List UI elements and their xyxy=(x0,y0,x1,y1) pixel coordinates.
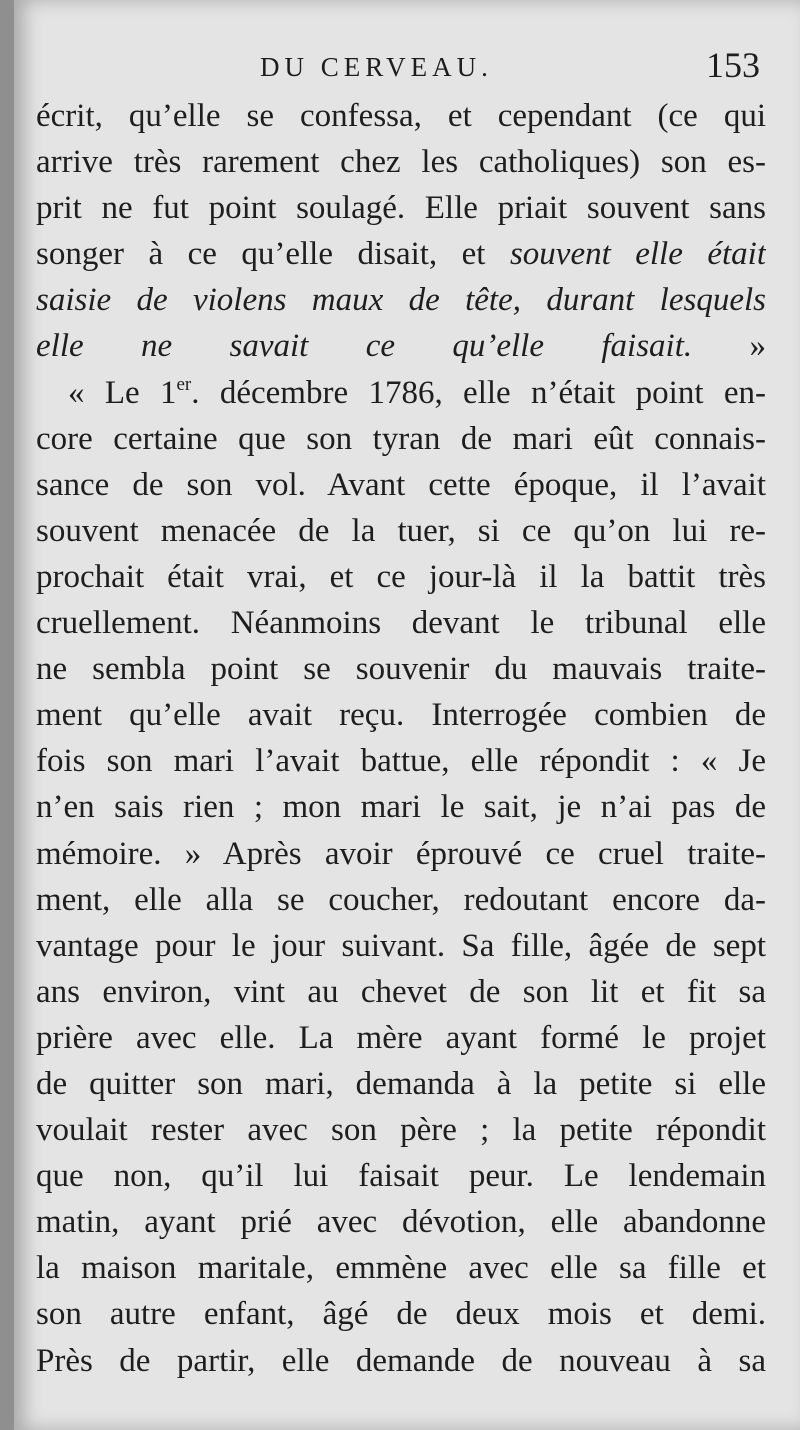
page-number: 153 xyxy=(706,45,760,85)
running-title: DU CERVEAU. xyxy=(260,52,493,82)
text-line xyxy=(36,1338,766,1384)
text-line xyxy=(36,231,766,277)
text-span: prochait était vrai, et ce jour-là il la battit très xyxy=(36,558,766,595)
text-span: arrive très rarement chez les catholiques) son es- xyxy=(36,144,766,181)
text-span: « Le 1 xyxy=(68,374,177,411)
text-line xyxy=(36,877,766,923)
text-line xyxy=(36,554,766,600)
text-span: souvent menacée de la tuer, si ce qu’on lui re- xyxy=(36,512,766,549)
text-span: Près de partir, elle demande de nouveau à sa xyxy=(36,1342,766,1379)
text-span: vantage pour le jour suivant. Sa fille, âgée de sept xyxy=(36,927,766,964)
text-span: son autre enfant, âgé de deux mois et demi. xyxy=(36,1296,766,1333)
text-line xyxy=(36,370,766,416)
text-line xyxy=(36,139,766,185)
text-line xyxy=(36,93,766,139)
text-span: . décembre 1786, elle n’était point en- xyxy=(191,374,766,411)
text-line xyxy=(36,738,766,784)
text-span: la maison maritale, emmène avec elle sa fille et xyxy=(36,1250,766,1287)
italic-span: souvent elle était xyxy=(509,236,766,273)
text-span: cruellement. Néanmoins devant le tribunal elle xyxy=(36,605,766,642)
text-span: core certaine que son tyran de mari eût connais- xyxy=(36,420,766,457)
text-span: que non, qu’il lui faisait peur. Le lendemain xyxy=(36,1158,766,1195)
italic-span: saisie de violens maux de tête, durant lesquels xyxy=(36,282,766,319)
superscript: er xyxy=(176,373,192,395)
text-span: prit ne fut point soulagé. Elle priait souvent sans xyxy=(36,190,766,227)
text-span: prière avec elle. La mère ayant formé le projet xyxy=(36,1019,766,1056)
text-span: ment, elle alla se coucher, redoutant encore da- xyxy=(36,881,766,918)
text-span: de quitter son mari, demanda à la petite si elle xyxy=(36,1065,766,1102)
text-line xyxy=(36,969,766,1015)
text-span: ans environ, vint au chevet de son lit et fit sa xyxy=(36,973,766,1010)
text-line xyxy=(36,185,766,231)
text-line xyxy=(36,923,766,969)
text-span: » xyxy=(692,328,766,365)
book-page xyxy=(14,0,800,1430)
text-line xyxy=(36,508,766,554)
text-line xyxy=(36,1245,766,1291)
text-line xyxy=(36,1107,766,1153)
text-line xyxy=(36,277,766,323)
text-span: ment qu’elle avait reçu. Interrogée combien de xyxy=(36,697,766,734)
text-line xyxy=(36,1199,766,1245)
text-span: ne sembla point se souvenir du mauvais traite- xyxy=(36,651,766,688)
text-line xyxy=(36,462,766,508)
text-span: mémoire. » Après avoir éprouvé ce cruel traite- xyxy=(36,835,766,872)
text-span: voulait rester avec son père ; la petite répondit xyxy=(36,1112,766,1149)
text-span: matin, ayant prié avec dévotion, elle abandonne xyxy=(36,1204,766,1241)
text-span: écrit, qu’elle se confessa, et cependant (ce qui xyxy=(36,98,766,134)
text-span: sance de son vol. Avant cette époque, il l’avait xyxy=(36,466,766,503)
body-text xyxy=(36,93,766,1384)
text-line xyxy=(36,692,766,738)
text-line xyxy=(36,1153,766,1199)
text-span: n’en sais rien ; mon mari le sait, je n’ai pas de xyxy=(36,789,766,826)
italic-span: elle ne savait ce qu’elle faisait. xyxy=(36,328,693,365)
text-line xyxy=(36,1291,766,1337)
text-line xyxy=(36,784,766,830)
text-span: songer à ce qu’elle disait, et xyxy=(36,236,510,273)
text-line xyxy=(36,416,766,462)
text-line xyxy=(36,646,766,692)
text-line xyxy=(36,1015,766,1061)
text-line xyxy=(36,831,766,877)
page-header xyxy=(14,42,800,92)
text-span: fois son mari l’avait battue, elle répondit : « Je xyxy=(36,743,766,780)
text-line xyxy=(36,323,766,369)
text-line xyxy=(36,600,766,646)
text-line xyxy=(36,1061,766,1107)
